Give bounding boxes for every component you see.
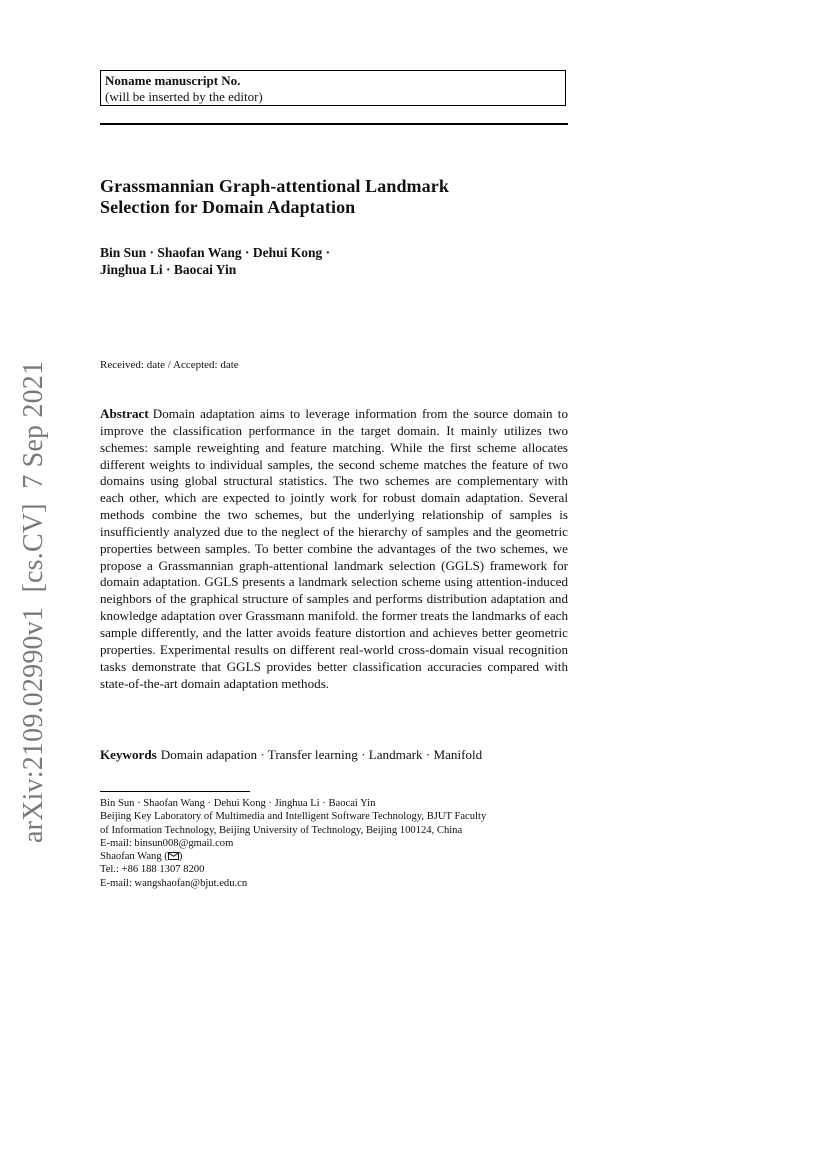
keywords-text: Domain adapation · Transfer learning · Landmark · Manifold	[160, 747, 483, 762]
abstract	[100, 406, 568, 692]
abstract-text: Domain adaptation aims to leverage information from the source domain to improve the classification performance in the target domain. It mainly utilizes two schemes: sample reweighting and feature matching. While the first scheme allocates different weights to individual samples, the second scheme matches the feature of two domains using global structural statistics. The two schemes are complementary with each other, which are expected to jointly work for robust domain adaptation. Several methods combine the two schemes, but the underlying relationship of samples is insufficiently analyzed due to the neglect of the hierarchy of samples and the geometric properties between samples. To better combine the advantages of the two schemes, we propose a Grassmannian graph-attentional landmark selection (GGLS) framework for domain adaptation. GGLS presents a landmark selection scheme using attention-induced neighbors of the graphical structure of samples and performs distribution adaptation and knowledge adaptation over Grassmann manifold. the former treats the landmarks of each sample differently, and the latter avoids feature distortion and achieves better geometric properties. Experimental results on different real-world cross-domain visual recognition tasks demonstrate that GGLS provides better classification accuracies compared with state-of-the-art domain adaptation methods.	[100, 406, 568, 691]
title-line-1: Grassmannian Graph-attentional Landmark	[100, 176, 449, 196]
title-line-2: Selection for Domain Adaptation	[100, 197, 356, 217]
corresponding-author-name: Shaofan Wang	[100, 851, 162, 863]
header-rule	[100, 123, 568, 125]
author-footnote	[100, 797, 568, 890]
paper-title	[100, 176, 568, 218]
keywords	[100, 746, 568, 763]
footnote-email-1[interactable]: E-mail: binsun008@gmail.com	[100, 837, 234, 849]
authors-line-1: Bin Sun · Shaofan Wang · Dehui Kong ·	[100, 245, 331, 260]
envelope-icon	[168, 852, 179, 860]
footnote-affiliation-2: of Information Technology, Beijing University of Technology, Beijing 100124, China	[100, 824, 463, 836]
footnote-corresponding: Shaofan Wang ( )	[100, 851, 183, 863]
footnote-authors: Bin Sun · Shaofan Wang · Dehui Kong · Jinghua Li · Baocai Yin	[100, 798, 376, 809]
editor-note: (will be inserted by the editor)	[105, 89, 263, 104]
footnote-email-2[interactable]: E-mail: wangshaofan@bjut.edu.cn	[100, 877, 248, 889]
footnote-affiliation-1: Beijing Key Laboratory of Multimedia and Intelligent Software Technology, BJUT Faculty	[100, 811, 487, 823]
abstract-label: Abstract	[100, 406, 149, 421]
manuscript-header-box	[100, 70, 566, 106]
received-date: Received: date / Accepted: date	[100, 359, 239, 371]
manuscript-number-label: Noname manuscript No.	[105, 73, 241, 88]
keywords-label: Keywords	[100, 747, 157, 762]
arxiv-stamp[interactable]: arXiv:2109.02990v1 [cs.CV] 7 Sep 2021	[18, 360, 49, 843]
footnote-rule	[100, 791, 250, 792]
authors-line-2: Jinghua Li · Baocai Yin	[100, 262, 237, 277]
author-list	[100, 244, 568, 278]
footnote-tel: Tel.: +86 188 1307 8200	[100, 864, 205, 876]
